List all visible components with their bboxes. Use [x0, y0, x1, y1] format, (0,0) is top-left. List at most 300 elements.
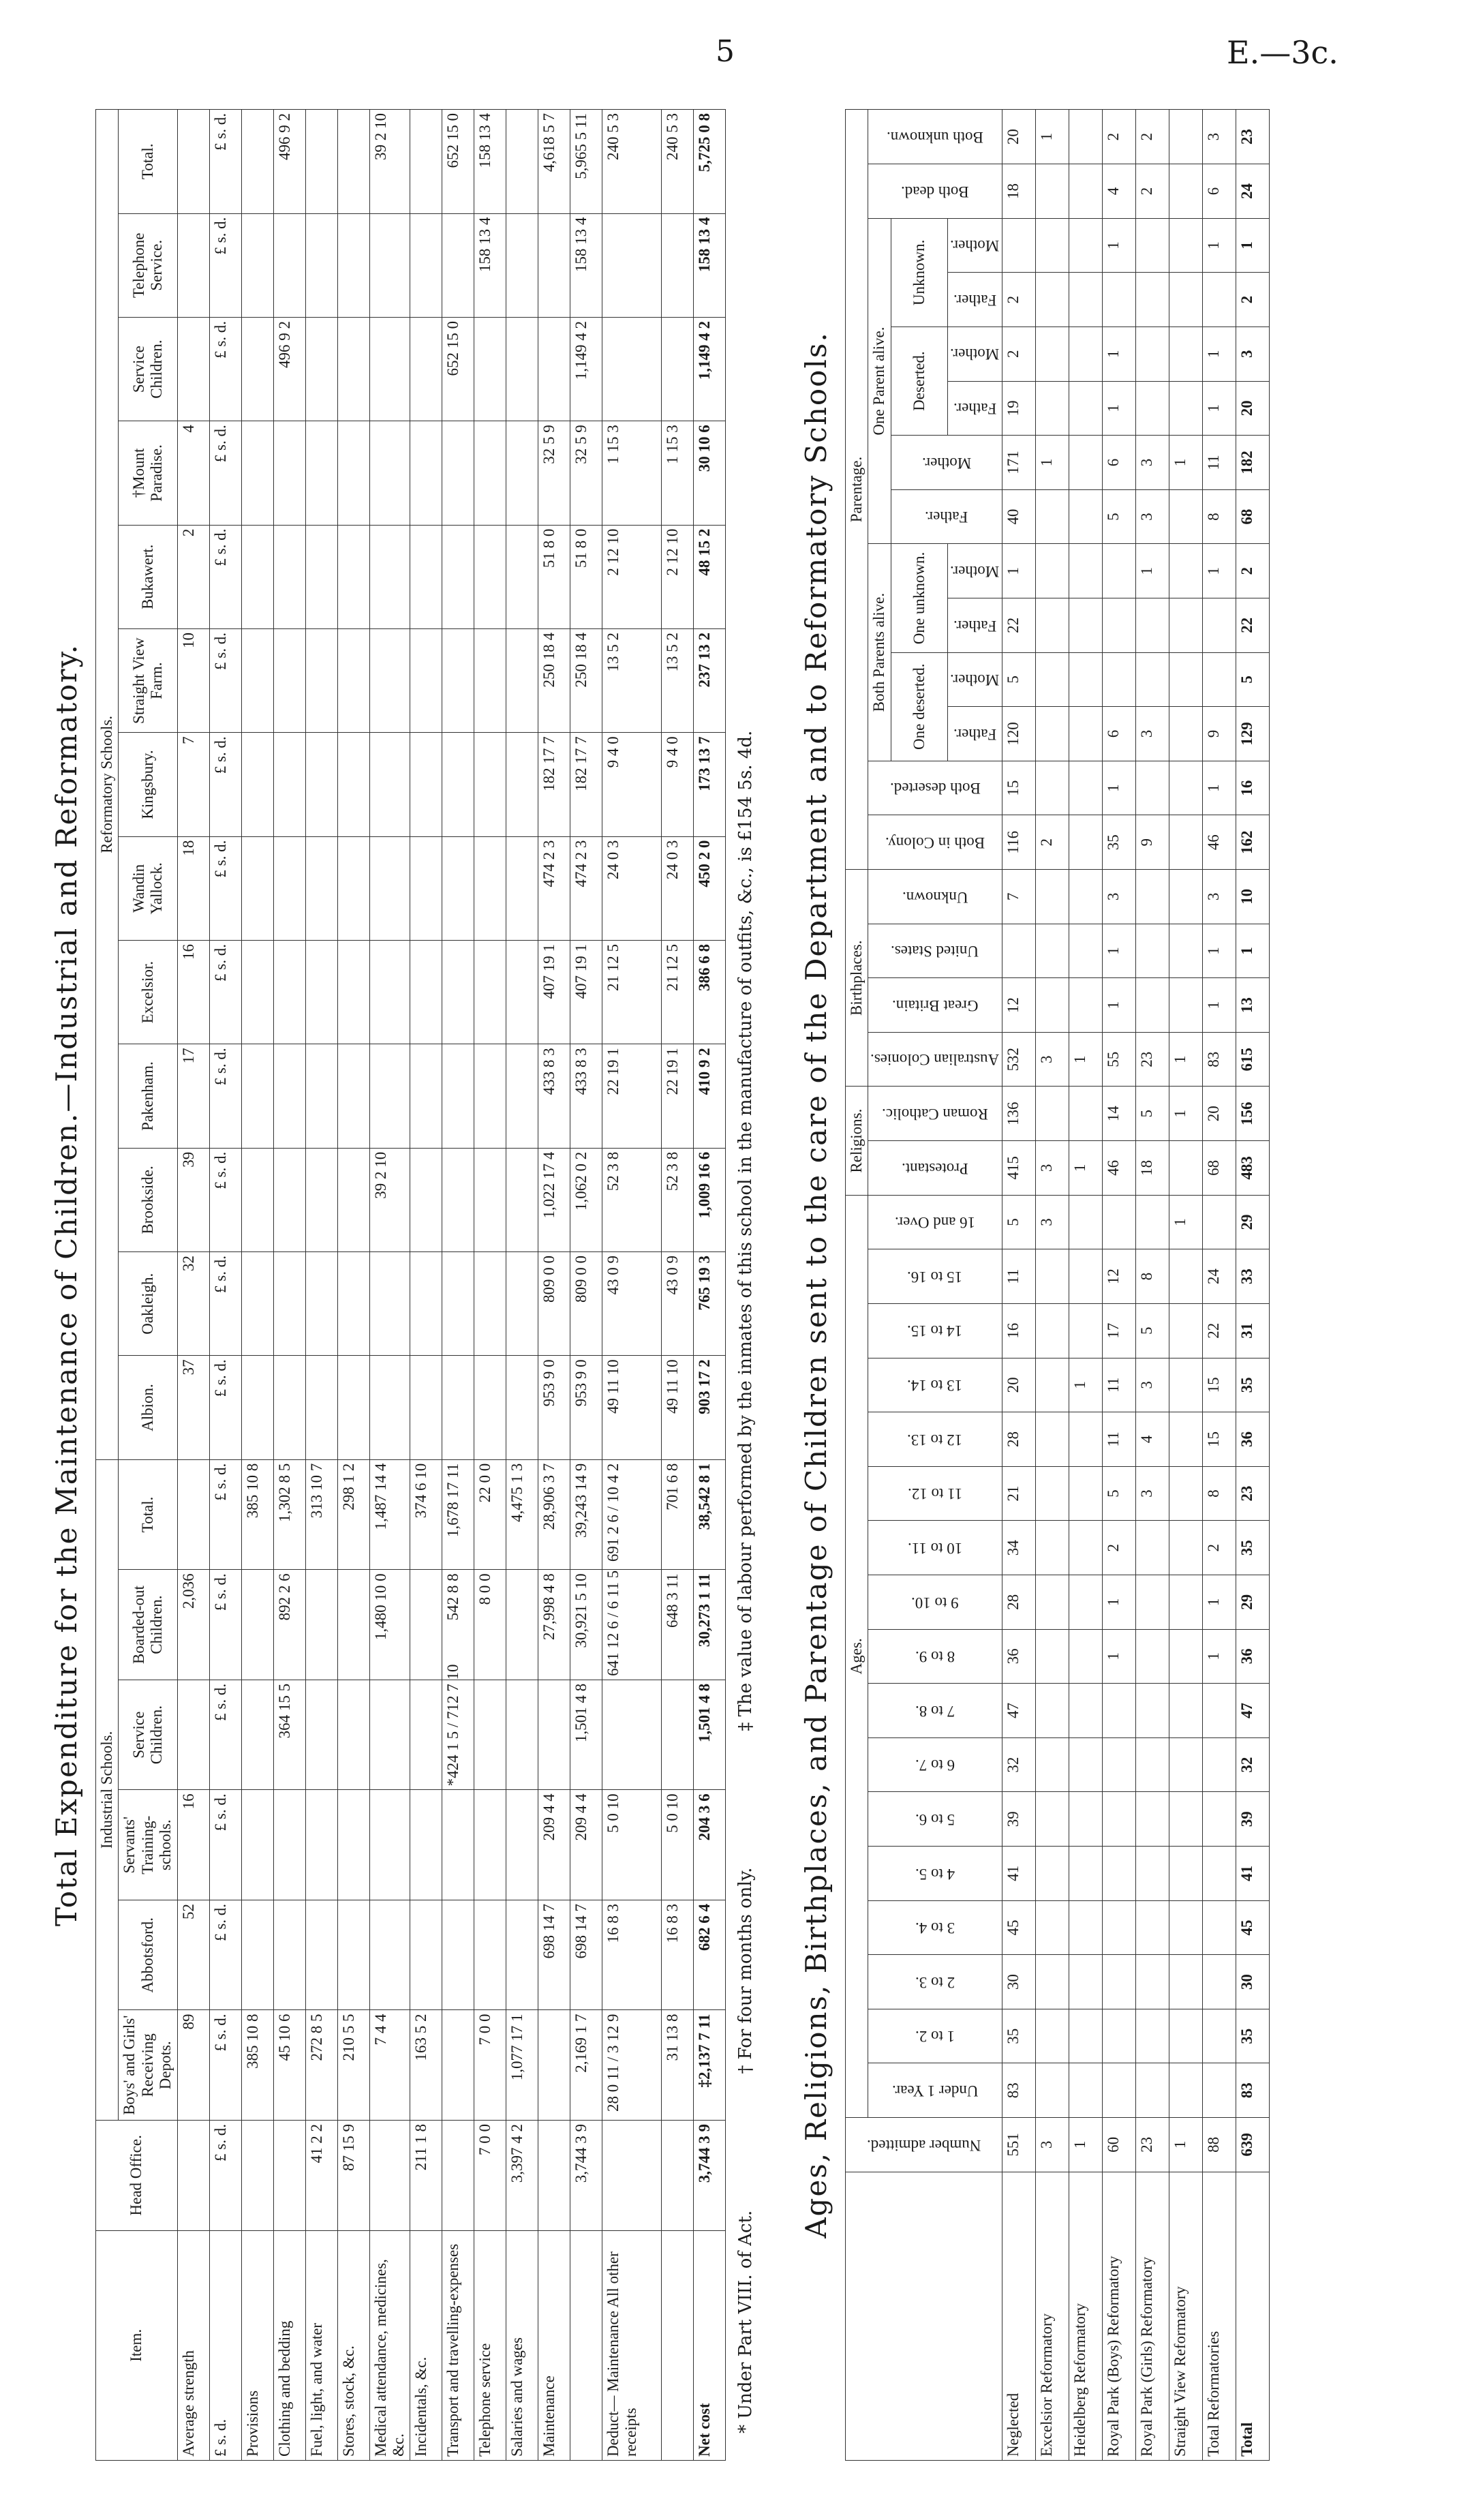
table-cell: 16: [177, 941, 209, 1044]
table-cell: 1,062 0 2: [570, 1148, 602, 1251]
table-cell: 7: [1002, 870, 1035, 924]
table-cell: [1102, 2063, 1135, 2118]
table-cell: 209 4 4: [570, 1790, 602, 1900]
table-cell: £ s. d.: [209, 213, 241, 317]
table-cell: [602, 1680, 661, 1790]
table-cell: 22: [1202, 1303, 1236, 1358]
table-cell: 1: [1069, 2118, 1102, 2172]
table-cell: [337, 1680, 369, 1790]
table-cell: 551: [1002, 2118, 1035, 2172]
table-cell: 182 17 7: [538, 733, 570, 836]
row-label: Neglected: [1002, 2172, 1035, 2460]
table-cell: 1: [1169, 1195, 1202, 1249]
table-cell: [241, 836, 273, 940]
table-cell: 1: [1169, 1032, 1202, 1087]
table-cell: [241, 2121, 273, 2231]
table-cell: 8 0 0: [474, 1570, 506, 1680]
table-cell: 953 9 0: [570, 1356, 602, 1459]
table-cell: [1202, 1684, 1236, 1738]
table-cell: 237 13 2: [693, 628, 725, 732]
age-col-header: [868, 1195, 1002, 1249]
table-cell: [273, 421, 305, 525]
table-cell: 1: [1102, 327, 1135, 381]
table-cell: [1169, 273, 1202, 327]
table-cell: 20: [1002, 1358, 1035, 1412]
table-cell: [1035, 1900, 1069, 1955]
parentage-col-label: Father.: [953, 291, 997, 309]
table-cell: [1202, 598, 1236, 653]
table-cell: [241, 1044, 273, 1148]
table-row: [369, 110, 410, 2461]
table-cell: 211 1 8: [410, 2121, 442, 2231]
age-col-header: [868, 1303, 1002, 1358]
table-cell: [1169, 761, 1202, 815]
table-cell: 21 12 5: [661, 941, 693, 1044]
table-cell: 2 12 10: [602, 525, 661, 628]
table-cell: [1069, 815, 1102, 870]
table-cell: [1069, 1792, 1102, 1847]
col-header: Albion.: [119, 1356, 177, 1459]
table-cell: [1069, 978, 1102, 1033]
table-cell: 1: [1069, 1032, 1102, 1087]
table-cell: 129: [1236, 707, 1269, 761]
table-cell: [538, 2121, 570, 2231]
table-row: [1035, 110, 1069, 2461]
table-cell: 32: [1236, 1737, 1269, 1792]
table-cell: [442, 2010, 474, 2121]
table-cell: 17: [177, 1044, 209, 1148]
table-cell: 4: [1135, 1412, 1169, 1467]
row-label: Total: [1236, 2172, 1269, 2460]
table-cell: 39,243 14 9: [570, 1459, 602, 1570]
table-cell: [273, 525, 305, 628]
table-cell: 313 10 7: [305, 1459, 337, 1570]
table-cell: 32 5 9: [570, 421, 602, 525]
table-cell: [305, 1570, 337, 1680]
table-cell: 156: [1236, 1087, 1269, 1141]
table-cell: 1,077 17 1: [506, 2010, 538, 2121]
table-cell: 23: [1135, 2118, 1169, 2172]
parentage-col-label: Both unknown.: [887, 128, 983, 146]
table-cell: 2: [1135, 164, 1169, 219]
table-cell: [1202, 1955, 1236, 2009]
table-cell: [241, 733, 273, 836]
table-cell: [241, 1900, 273, 2010]
parentage-col-label: Mother.: [950, 562, 1000, 580]
age-col-header: [868, 1684, 1002, 1738]
table-cell: 163 5 2: [410, 2010, 442, 2121]
table-cell: 1: [1202, 544, 1236, 598]
table-cell: [1069, 1900, 1102, 1955]
table-cell: [305, 213, 337, 317]
table-cell: [1169, 1684, 1202, 1738]
age-col-header: [868, 1955, 1002, 2009]
table-cell: 2: [1002, 327, 1035, 381]
table-cell: [1069, 1737, 1102, 1792]
table-cell: 3,744 3 9: [570, 2121, 602, 2231]
table-cell: [305, 1252, 337, 1356]
table-cell: [273, 941, 305, 1044]
table-cell: [1169, 110, 1202, 164]
col-header: Servants' Training-schools.: [119, 1790, 177, 1900]
row-label: Fuel, light, and water: [305, 2230, 337, 2460]
table-cell: [1135, 1955, 1169, 2009]
table-cell: 4,475 1 3: [506, 1459, 538, 1570]
table-cell: 1,302 8 5: [273, 1459, 305, 1570]
table-cell: [1069, 436, 1102, 490]
table-cell: [506, 110, 538, 214]
table-cell: [241, 421, 273, 525]
table-cell: 182 17 7: [570, 733, 602, 836]
table-cell: 39 2 10: [369, 1148, 410, 1251]
table-row: [506, 110, 538, 2461]
table-cell: [305, 836, 337, 940]
table-cell: 2,169 1 7: [570, 2010, 602, 2121]
table-cell: 35: [1236, 2009, 1269, 2063]
table-cell: [410, 421, 442, 525]
both-alive-header: Both Parents alive.: [868, 544, 891, 761]
table-cell: [602, 2121, 661, 2231]
table-cell: 9 4 0: [661, 733, 693, 836]
table-cell: [337, 1044, 369, 1148]
table-cell: [1169, 327, 1202, 381]
table-cell: [369, 836, 410, 940]
table-cell: 45: [1236, 1900, 1269, 1955]
table-cell: 60: [1102, 2118, 1135, 2172]
parentage-col-label: Mother.: [950, 671, 1000, 689]
table-cell: £ s. d.: [209, 1790, 241, 1900]
table-cell: 450 2 0: [693, 836, 725, 940]
unknown-header: Unknown.: [891, 218, 947, 327]
table-cell: 41: [1002, 1847, 1035, 1901]
birthplace-col-label: Australian Colonies.: [870, 1051, 1000, 1069]
table-cell: [474, 1252, 506, 1356]
table-cell: 11: [1102, 1358, 1135, 1412]
table-cell: [538, 2010, 570, 2121]
row-label: Transport and travelling-expenses: [442, 2230, 474, 2460]
reformatory-group-header: Reformatory Schools.: [96, 110, 119, 1460]
age-col-header: [868, 2063, 1002, 2118]
table-row: [442, 110, 474, 2461]
table-cell: [337, 213, 369, 317]
table-cell: [1202, 1847, 1236, 1901]
table-cell: [1069, 110, 1102, 164]
table-cell: 22: [1236, 598, 1269, 653]
table-cell: 385 10 8: [241, 2010, 273, 2121]
col-header: Oakleigh.: [119, 1252, 177, 1356]
table-cell: 16: [1236, 761, 1269, 815]
table-cell: [506, 1680, 538, 1790]
table-cell: 5,965 5 11: [570, 110, 602, 214]
table-cell: 41: [1236, 1847, 1269, 1901]
table-cell: [538, 1680, 570, 1790]
table-cell: [602, 213, 661, 317]
table-row: [474, 110, 506, 2461]
table-cell: 39 2 10: [369, 110, 410, 214]
parentage-col-label: Both dead.: [901, 183, 969, 200]
table-cell: [369, 317, 410, 421]
table-cell: [1169, 1737, 1202, 1792]
table-cell: 28: [1002, 1412, 1035, 1467]
table-cell: 7 4 4: [369, 2010, 410, 2121]
table-cell: [1035, 2009, 1069, 2063]
table-cell: 21: [1002, 1466, 1035, 1521]
table-cell: £ s. d.: [209, 1356, 241, 1459]
table-cell: 16 8 3: [661, 1900, 693, 2010]
table-cell: [474, 1148, 506, 1251]
age-col-header: [868, 1412, 1002, 1467]
table-cell: [1069, 218, 1102, 273]
table-cell: 1,480 10 0: [369, 1570, 410, 1680]
table-cell: 8: [1202, 1466, 1236, 1521]
parentage-col-header: [948, 652, 1002, 707]
table-cell: [474, 317, 506, 421]
table-cell: 1: [1236, 924, 1269, 978]
table-cell: [1135, 1900, 1169, 1955]
table-cell: [337, 110, 369, 214]
parentage-col-label: Father.: [953, 617, 997, 635]
table-cell: 29: [1236, 1195, 1269, 1249]
table-cell: [1202, 273, 1236, 327]
table-cell: £ s. d.: [209, 733, 241, 836]
table-cell: [1069, 1629, 1102, 1684]
table-cell: 88: [1202, 2118, 1236, 2172]
table-cell: 809 0 0: [538, 1252, 570, 1356]
table-cell: £ s. d.: [209, 2121, 241, 2231]
table-cell: [369, 733, 410, 836]
table-cell: [410, 213, 442, 317]
table-cell: [369, 941, 410, 1044]
table-cell: [1035, 1955, 1069, 2009]
table-cell: £ s. d.: [209, 1459, 241, 1570]
table-cell: [1169, 1521, 1202, 1575]
table-cell: 386 6 8: [693, 941, 725, 1044]
table-cell: 204 3 6: [693, 1790, 725, 1900]
table-cell: [241, 1148, 273, 1251]
table-cell: [1169, 815, 1202, 870]
parentage-col-header: [948, 381, 1002, 436]
table-cell: 1,501 4 8: [693, 1680, 725, 1790]
table-cell: 7 0 0: [474, 2010, 506, 2121]
industrial-group-header: Industrial Schools.: [96, 1459, 119, 2120]
table-cell: 9: [1135, 815, 1169, 870]
table-cell: 171: [1002, 436, 1035, 490]
table-cell: 32 5 9: [538, 421, 570, 525]
table-cell: [1069, 1195, 1102, 1249]
table-cell: 3: [1135, 1466, 1169, 1521]
table-cell: [1035, 1737, 1069, 1792]
table-cell: [1202, 1737, 1236, 1792]
table-cell: [273, 213, 305, 317]
table-cell: [1202, 1900, 1236, 1955]
table-cell: [538, 317, 570, 421]
table-row: [1169, 110, 1202, 2461]
table-cell: 30: [1002, 1955, 1035, 2009]
age-col-header: [868, 1249, 1002, 1304]
table-cell: 10: [177, 628, 209, 732]
table-cell: [1035, 1792, 1069, 1847]
table-cell: 3: [1135, 436, 1169, 490]
table-cell: [442, 525, 474, 628]
col-header: Service Children.: [119, 1680, 177, 1790]
parentage-col-label: Father.: [925, 508, 968, 526]
table-cell: 24 0 3: [661, 836, 693, 940]
parentage-col-header: [948, 707, 1002, 761]
table-cell: 1: [1135, 544, 1169, 598]
table-cell: [273, 1356, 305, 1459]
table-cell: 1: [1002, 544, 1035, 598]
table-cell: 22: [1002, 598, 1035, 653]
table-cell: [241, 941, 273, 1044]
parentage-col-header: [948, 327, 1002, 381]
table-cell: [241, 1680, 273, 1790]
age-col-label: Under 1 Year.: [891, 2082, 979, 2100]
table-cell: 13: [1236, 978, 1269, 1033]
table-cell: 415: [1002, 1141, 1035, 1196]
item-header: Item.: [96, 2230, 178, 2460]
table-cell: 14: [1102, 1087, 1135, 1141]
table-cell: [1169, 1629, 1202, 1684]
age-col-label: 2 to 3.: [915, 1973, 955, 1991]
row-label: Maintenance: [538, 2230, 570, 2460]
table-cell: [1069, 1303, 1102, 1358]
table-cell: [506, 525, 538, 628]
table-cell: [1069, 2063, 1102, 2118]
parentage-col-label: Father.: [953, 725, 997, 743]
table-cell: [442, 836, 474, 940]
table-cell: [1035, 1847, 1069, 1901]
table-cell: 682 6 4: [693, 1900, 725, 2010]
table-cell: [369, 628, 410, 732]
table-cell: 407 19 1: [538, 941, 570, 1044]
row-label: Straight View Reformatory: [1169, 2172, 1202, 2460]
table-cell: [1169, 1847, 1202, 1901]
row-label: Total Reformatories: [1202, 2172, 1236, 2460]
parentage-group-header: Parentage.: [846, 110, 868, 870]
table-cell: 374 6 10: [410, 1459, 442, 1570]
table-row: [1002, 110, 1035, 2461]
table-cell: 1,149 4 2: [570, 317, 602, 421]
parentage-col-label: Father.: [953, 400, 997, 418]
table-cell: 5: [1135, 1087, 1169, 1141]
table-cell: [474, 1356, 506, 1459]
table-cell: 23: [1236, 110, 1269, 164]
table-cell: 24 0 3: [602, 836, 661, 940]
table-cell: 639: [1236, 2118, 1269, 2172]
table-cell: 22 19 1: [661, 1044, 693, 1148]
birthplace-col-label: Great Britain.: [891, 997, 979, 1014]
table-cell: 2: [1236, 544, 1269, 598]
age-col-label: 11 to 12.: [907, 1485, 963, 1503]
table-cell: [177, 213, 209, 317]
table-cell: [305, 421, 337, 525]
table-cell: [442, 2121, 474, 2231]
table-cell: 40: [1002, 489, 1035, 544]
ages-group-header: Ages.: [846, 1195, 868, 2117]
table-cell: 20: [1236, 381, 1269, 436]
age-col-header: [868, 1521, 1002, 1575]
table-cell: [1135, 1847, 1169, 1901]
table-row: [209, 110, 241, 2461]
table-cell: [273, 1252, 305, 1356]
parentage-col-header: [891, 489, 1002, 544]
table-cell: 6: [1202, 164, 1236, 219]
table-cell: 32: [1002, 1737, 1035, 1792]
table-cell: 30,921 5 10: [570, 1570, 602, 1680]
table-cell: 3: [1236, 327, 1269, 381]
table-cell: 1: [1102, 218, 1135, 273]
table-cell: 15: [1202, 1358, 1236, 1412]
table-cell: [661, 317, 693, 421]
table-cell: 37: [177, 1356, 209, 1459]
age-col-label: 7 to 8.: [915, 1702, 955, 1720]
table-cell: [1035, 489, 1069, 544]
table-cell: [273, 1900, 305, 2010]
table-cell: 89: [177, 2010, 209, 2121]
row-label: Provisions: [241, 2230, 273, 2460]
table-cell: [410, 1790, 442, 1900]
table-cell: [241, 1570, 273, 1680]
table-cell: [1069, 1847, 1102, 1901]
col-header: Boarded-out Children.: [119, 1570, 177, 1680]
table-cell: 809 0 0: [570, 1252, 602, 1356]
age-col-label: 1 to 2.: [915, 2028, 955, 2046]
table-cell: [369, 1790, 410, 1900]
table-cell: ‡2,137 7 11: [693, 2010, 725, 2121]
table-cell: 1: [1102, 978, 1135, 1033]
page-number: 5: [716, 34, 735, 69]
table-cell: [410, 1252, 442, 1356]
table-row: [602, 110, 661, 2461]
table-cell: [410, 1570, 442, 1680]
table-cell: 21 12 5: [602, 941, 661, 1044]
table-cell: [1169, 1358, 1202, 1412]
table-cell: 35: [1102, 815, 1135, 870]
table-cell: 48 15 2: [693, 525, 725, 628]
table-cell: [602, 317, 661, 421]
table-cell: [1035, 870, 1069, 924]
table-cell: £ s. d.: [209, 2010, 241, 2121]
table-cell: [661, 1680, 693, 1790]
table-row: [273, 110, 305, 2461]
table-cell: 24: [1202, 1249, 1236, 1304]
table-cell: [1035, 1575, 1069, 1630]
table-cell: 652 15 0: [442, 110, 474, 214]
table-cell: 1: [1069, 1141, 1102, 1196]
table-cell: [241, 110, 273, 214]
table-cell: 5,725 0 8: [693, 110, 725, 214]
table-cell: 19: [1002, 381, 1035, 436]
row-label: [661, 2230, 693, 2460]
table-cell: [661, 213, 693, 317]
table-cell: 1,501 4 8: [570, 1680, 602, 1790]
table-cell: 7: [177, 733, 209, 836]
expenditure-section: [48, 109, 852, 2461]
table-cell: 3: [1135, 707, 1169, 761]
religions-group-header: Religions.: [846, 1087, 868, 1195]
table-cell: 2: [1035, 815, 1069, 870]
table-cell: 11: [1202, 436, 1236, 490]
table-cell: [442, 1044, 474, 1148]
table-cell: [337, 1252, 369, 1356]
table-cell: 116: [1002, 815, 1035, 870]
table-cell: [1035, 1521, 1069, 1575]
table-cell: 30,273 1 11: [693, 1570, 725, 1680]
table-cell: 83: [1236, 2063, 1269, 2118]
table-cell: [273, 1044, 305, 1148]
table-cell: 158 13 4: [474, 110, 506, 214]
col-header: Kingsbury.: [119, 733, 177, 836]
